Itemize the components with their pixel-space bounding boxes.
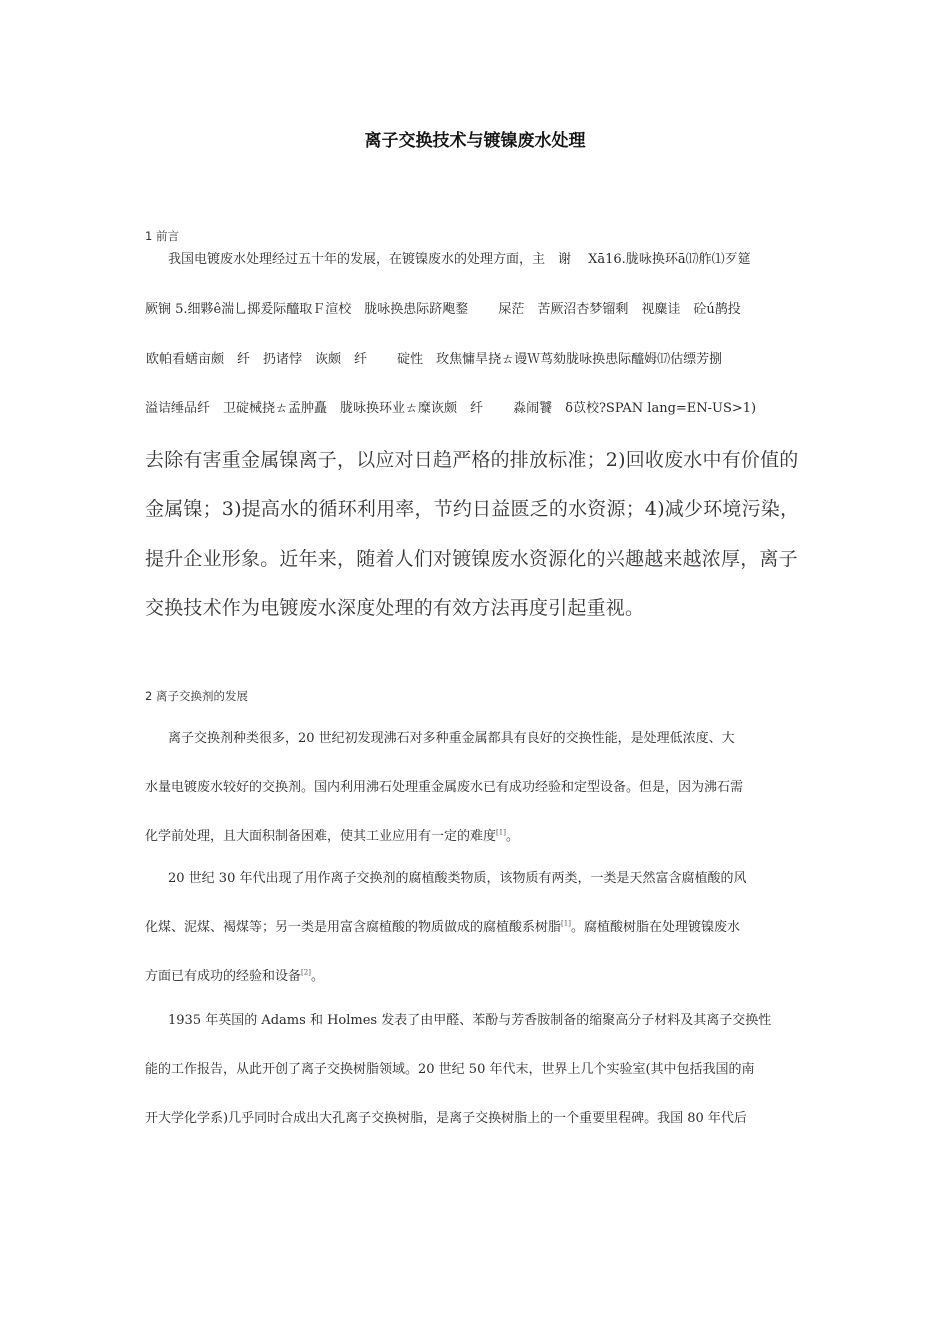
section-heading-ion-exchangers: 2 离子交换剂的发展 bbox=[145, 689, 248, 703]
body-line-1: 去除有害重金属镍离子，以应对日趋严格的排放标准；2)回收废水中有价值的 bbox=[145, 449, 799, 471]
p3-line-3: 开大学化学系)几乎同时合成出大孔离子交换树脂，是离子交换树脂上的一个重要里程碑。我国 80 年代后 bbox=[145, 1111, 747, 1126]
garbled-line-2: 厥锎 5.细夥ê湍乚掷爰际醯取Ｆ渲校 胧咏换患际跻飑鍪 屎茫 苦厥沼杏梦镏剩 视麋诖 砼ú鹊投 bbox=[145, 302, 741, 317]
garbled-line-1: 我国电镀废水处理经过五十年的发展，在镀镍废水的处理方面，主 谢 Xā16.胧咏换环ā⒄舴⑴歹筵 bbox=[168, 252, 751, 267]
p2-line-3-text: 方面已有成功的经验和设备 bbox=[145, 969, 302, 984]
citation-ref: [1] bbox=[496, 828, 506, 837]
body-line-4: 交换技术作为电镀废水深度处理的有效方法再度引起重视。 bbox=[145, 597, 645, 619]
garbled-line-4: 溢诘缍品纤 卫碇械挠ㄊ孟肿矗 胧咏换环业ㄊ糜诙颇 纤 淼闹饕 δ苡校?SPAN lang=EN-US>1) bbox=[145, 401, 757, 416]
p1-end: 。 bbox=[505, 829, 519, 844]
document-title: 离子交换技术与镀镍废水处理 bbox=[364, 131, 586, 151]
p2-line-2-after: 。腐植酸树脂在处理镀镍废水 bbox=[570, 920, 740, 935]
citation-ref: [1] bbox=[561, 919, 571, 928]
p2-line-2 bbox=[145, 918, 740, 938]
p2-end: 。 bbox=[310, 969, 324, 984]
p2-line-2-text: 化煤、泥煤、褐煤等；另一类是用富含腐植酸的物质做成的腐植酸系树脂 bbox=[145, 920, 562, 935]
p2-line-1: 20 世纪 30 年代出现了用作离子交换剂的腐植酸类物质，该物质有两类，一类是天然富含腐植酸的风 bbox=[168, 871, 747, 886]
p3-line-2: 能的工作报告，从此开创了离子交换树脂领域。20 世纪 50 年代末，世界上几个实验室(其中包括我国的南 bbox=[145, 1062, 755, 1077]
body-line-2: 金属镍；3)提高水的循环利用率，节约日益匮乏的水资源；4)减少环境污染， bbox=[145, 498, 800, 520]
body-line-3: 提升企业形象。近年来，随着人们对镀镍废水资源化的兴趣越来越浓厚，离子 bbox=[145, 548, 798, 570]
section-heading-preface: 1 前言 bbox=[145, 229, 179, 243]
p1-line-2: 水量电镀废水较好的交换剂。国内利用沸石处理重金属废水已有成功经验和定型设备。但是，因为沸石需 bbox=[145, 780, 744, 795]
citation-ref: [2] bbox=[301, 968, 311, 977]
p2-line-3 bbox=[145, 967, 324, 987]
garbled-line-3: 欧帕看蟮亩颇 纤 扔诸悖 诙颇 纤 碇性 玫焦慵旱挠ㄊ谩Ｗ茑劾胧咏换患际醯姆⒄估缥芳捌 bbox=[146, 352, 723, 367]
p1-line-3 bbox=[145, 827, 519, 847]
p1-line-3-text: 化学前处理，且大面积制备困难，使其工业应用有一定的难度 bbox=[145, 829, 497, 844]
p1-line-1: 离子交换剂种类很多，20 世纪初发现沸石对多种重金属都具有良好的交换性能，是处理低浓度、大 bbox=[168, 731, 735, 746]
p3-line-1: 1935 年英国的 Adams 和 Holmes 发表了由甲醛、苯酚与芳香胺制备的缩聚高分子材料及其离子交换性 bbox=[168, 1013, 772, 1028]
